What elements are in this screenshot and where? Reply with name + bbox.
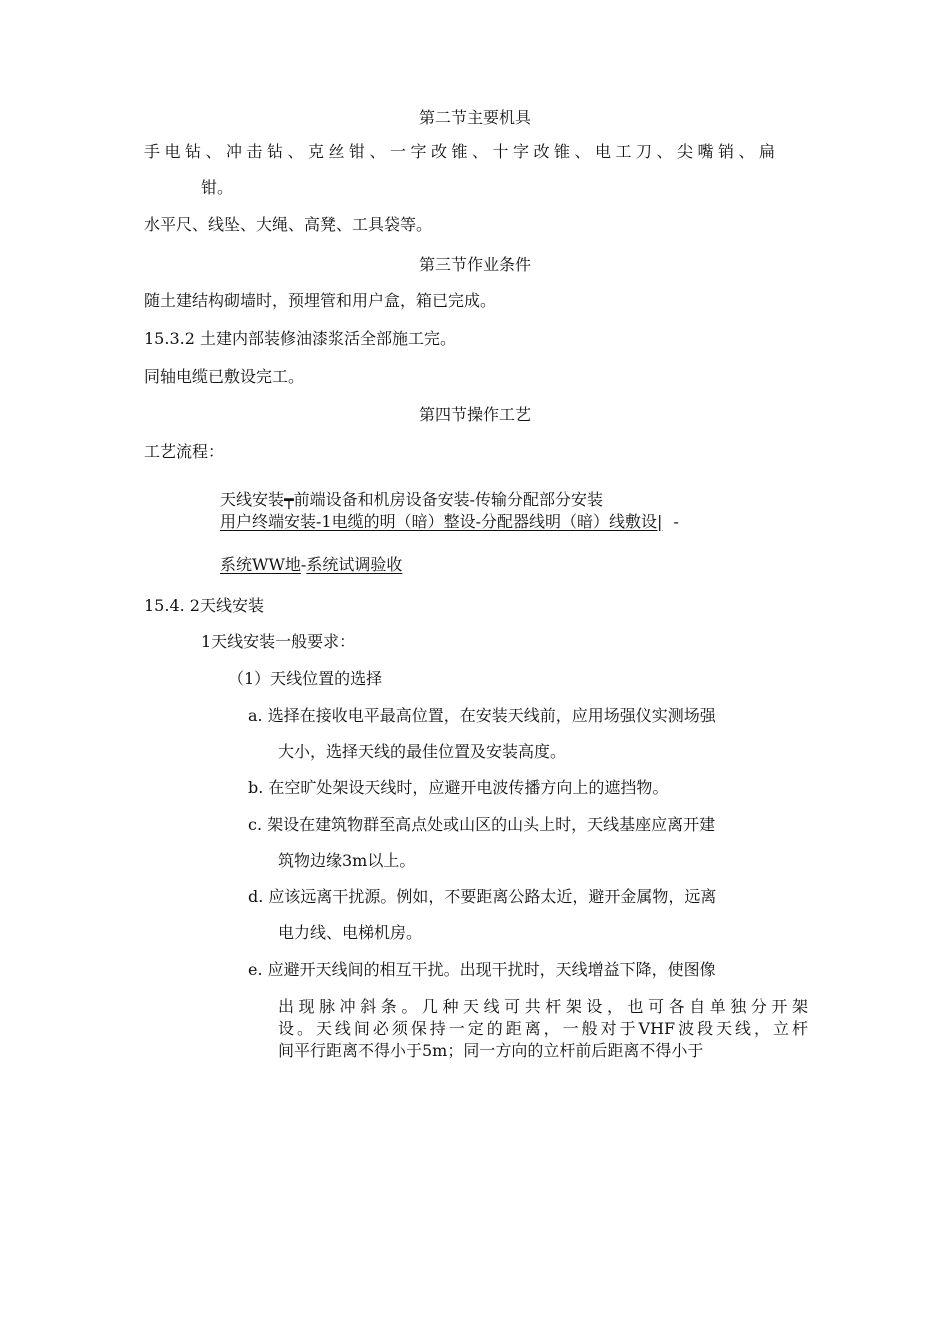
tools-line: 手电钻、冲击钻、克丝钳、一字改锥、十字改锥、电工刀、尖嘴销、扁 <box>144 142 780 161</box>
tools-line: 水平尺、线坠、大绳、高凳、工具袋等。 <box>144 215 433 234</box>
flow-step-separator: - <box>300 555 307 574</box>
list-item-c: c. 架设在建筑物群至高点处或山区的山头上时，天线基座应离开建 <box>248 815 716 834</box>
item-heading: （1）天线位置的选择 <box>228 669 383 688</box>
flow-step-text: 用户终端安装-1电缆的明（暗）整设-分配器线明（暗）线敷设| <box>220 512 663 531</box>
list-item-e-cont: 设。天线间必须保持一定的距离，一般对于VHF波段天线，立杆 <box>278 1019 808 1038</box>
list-item-a: a. 选择在接收电平最高位置，在安装天线前，应用场强仪实测场强 <box>248 706 716 725</box>
section-title: 第二节主要机具 <box>418 108 531 127</box>
flow-step-line <box>220 555 402 575</box>
sub-heading: 15.4. 2天线安装 <box>144 596 264 615</box>
list-item-e-cont: 出现脉冲斜条。几种天线可共杆架设，也可各自单独分开架 <box>278 997 808 1016</box>
flow-step-tail: - <box>673 512 679 531</box>
list-item-d-cont: 电力线、电梯机房。 <box>278 923 423 942</box>
section-title: 第三节作业条件 <box>418 255 531 274</box>
tools-line-continuation: 钳。 <box>201 178 234 197</box>
list-item-e: e. 应避开天线间的相互干扰。出现干扰时，天线增益下降，使图像 <box>248 960 716 979</box>
flow-step-line <box>220 512 679 532</box>
condition-line: 随土建结构砌墙时，预埋管和用户盒，箱已完成。 <box>144 291 497 310</box>
flow-step-text: 系统试调验收 <box>306 555 403 574</box>
condition-line: 15.3.2 土建内部装修油漆浆活全部施工完。 <box>144 329 456 348</box>
requirement-heading: 1天线安装一般要求： <box>201 632 356 651</box>
flow-step-text: 系统WW地 <box>220 555 301 574</box>
list-item-e-cont: 间平行距离不得小于5m；同一方向的立杆前后距离不得小于 <box>278 1041 704 1060</box>
section-title: 第四节操作工艺 <box>418 405 531 424</box>
list-item-c-cont: 筑物边缘3m以上。 <box>278 851 416 870</box>
list-item-b: b. 在空旷处架设天线时，应避开电波传播方向上的遮挡物。 <box>248 778 669 797</box>
flow-label: 工艺流程： <box>144 442 225 461</box>
condition-line: 同轴电缆已敷设完工。 <box>144 367 305 386</box>
flow-step-line: 天线安装┯前端设备和机房设备安装-传输分配部分安装 <box>220 490 604 509</box>
list-item-d: d. 应该远离干扰源。例如，不要距离公路太近，避开金属物，远离 <box>248 887 717 906</box>
list-item-a-cont: 大小，选择天线的最佳位置及安装高度。 <box>278 742 567 761</box>
